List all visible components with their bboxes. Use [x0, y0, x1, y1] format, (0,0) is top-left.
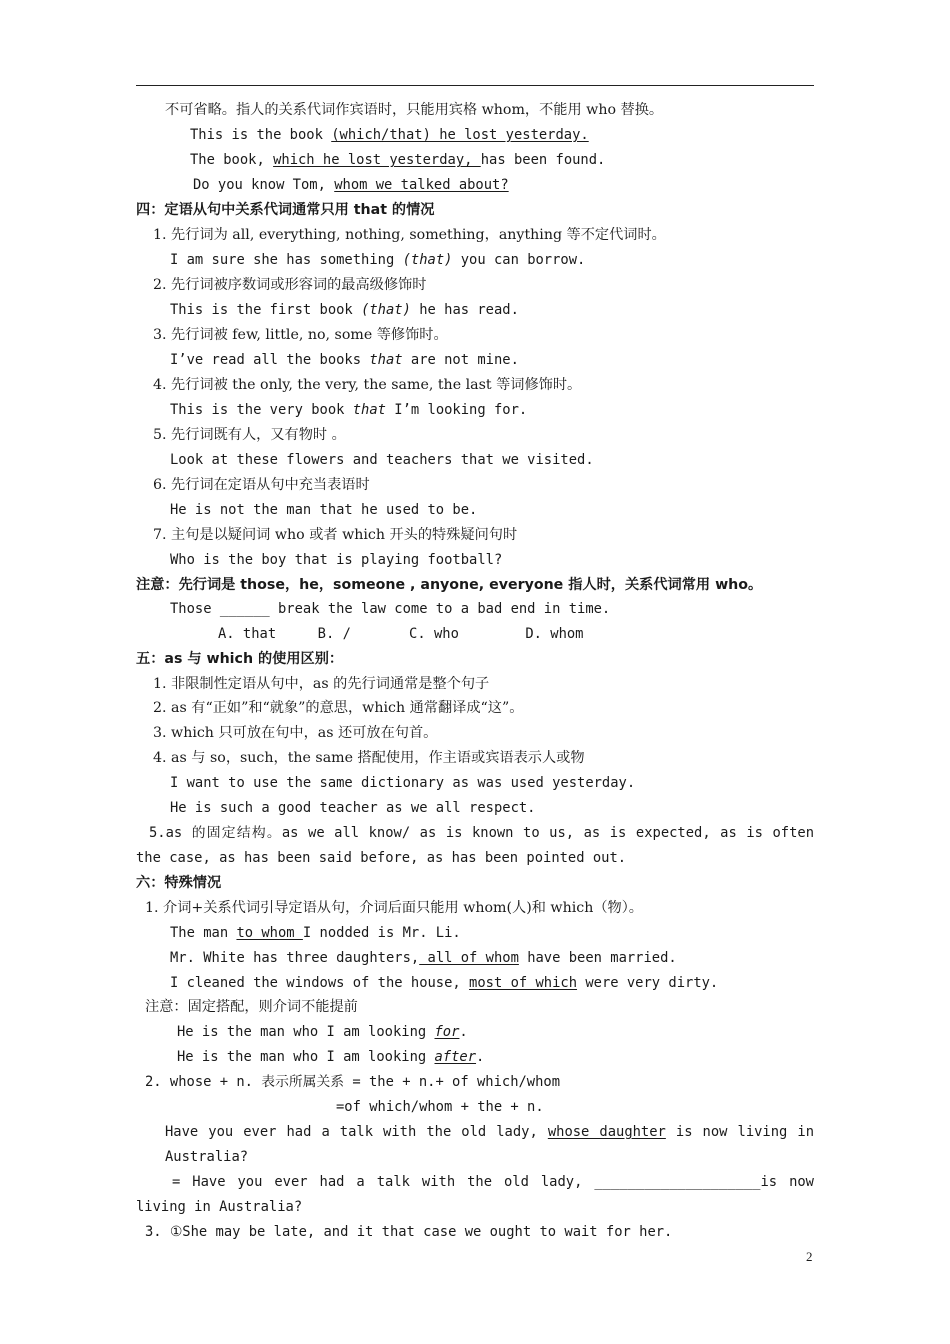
- text-line: [153, 476, 370, 494]
- text-line: [153, 749, 585, 767]
- text-line: [218, 625, 583, 643]
- text-segment: 3. 先行词被 few, little, no, some 等修饰时。: [153, 327, 448, 343]
- text-segment: Those ______ break the law come to a bad end in time.: [170, 601, 611, 617]
- text-segment: = Have you ever had a talk with the old lady, ____________________is now: [172, 1174, 814, 1190]
- text-segment: after: [434, 1049, 477, 1065]
- text-segment: have been married.: [518, 950, 677, 966]
- text-segment: Do you know Tom,: [193, 177, 335, 193]
- text-segment: I’ve read all the books: [170, 352, 370, 368]
- text-line: [153, 675, 489, 693]
- text-segment: 5. 先行词既有人，又有物时 。: [153, 427, 346, 443]
- text-segment: 注意：先行词是 those，he，someone , anyone, everyone 指人时，关系代词常用 who。: [136, 577, 763, 593]
- text-segment: that: [369, 352, 403, 368]
- text-segment: He is such a good teacher as we all respect.: [170, 800, 536, 816]
- text-line: [172, 1173, 814, 1191]
- text-line: [136, 650, 343, 668]
- text-segment: has been found.: [480, 152, 606, 168]
- text-segment: The book,: [190, 152, 274, 168]
- text-line: [136, 201, 435, 219]
- text-line: [170, 351, 519, 369]
- text-line: [170, 401, 527, 419]
- text-segment: =of which/whom + the + n.: [336, 1099, 544, 1115]
- text-line: [149, 824, 814, 842]
- text-segment: 六：特殊情况: [136, 875, 222, 891]
- text-segment: I want to use the same dictionary as was used yesterday.: [170, 775, 636, 791]
- text-line: [153, 276, 426, 294]
- text-segment: 4. 先行词被 the only, the very, the same, the last 等词修饰时。: [153, 377, 582, 393]
- text-segment: you can borrow.: [452, 252, 586, 268]
- text-line: [153, 699, 523, 717]
- text-segment: 6. 先行词在定语从句中充当表语时: [153, 477, 370, 493]
- text-segment: living in Australia?: [136, 1199, 303, 1215]
- text-segment: I am sure she has something: [170, 252, 403, 268]
- text-line: [136, 576, 762, 594]
- text-segment: I nodded is Mr. Li.: [302, 925, 461, 941]
- text-segment: 2. 先行词被序数词或形容词的最高级修饰时: [153, 277, 427, 293]
- text-segment: 四：定语从句中关系代词通常只用 that 的情况: [136, 202, 435, 218]
- text-line: [177, 1048, 484, 1066]
- text-segment: .: [459, 1024, 468, 1040]
- text-line: [153, 326, 448, 344]
- text-line: [170, 301, 519, 319]
- text-line: [190, 151, 605, 169]
- text-line: [136, 849, 626, 867]
- text-segment: 1. 先行词为 all, everything, nothing, something，anything 等不定代词时。: [153, 227, 666, 243]
- text-segment: were very dirty.: [577, 975, 719, 991]
- text-line: [170, 451, 594, 469]
- text-segment: 2. whose + n. 表示所属关系 = the + n.+ of which/whom: [145, 1074, 561, 1090]
- text-segment: 1. 介词+关系代词引导定语从句，介词后面只能用 whom(人)和 which（物）。: [145, 900, 643, 916]
- text-line: [145, 998, 358, 1016]
- text-segment: 2. as 有“正如”和“就象”的意思，which 通常翻译成“这”。: [153, 700, 524, 716]
- text-segment: (that): [361, 302, 411, 318]
- text-segment: the case, as has been said before, as has been pointed out.: [136, 850, 627, 866]
- page-number: 2: [806, 1249, 813, 1264]
- text-line: [170, 949, 677, 967]
- text-segment: He is the man who I am looking: [177, 1049, 435, 1065]
- text-line: [170, 774, 635, 792]
- text-segment: 1. 非限制性定语从句中，as 的先行词通常是整个句子: [153, 676, 490, 692]
- text-line: [170, 924, 461, 942]
- text-segment: He is the man who I am looking: [177, 1024, 435, 1040]
- text-segment: to whom: [236, 925, 303, 941]
- text-segment: whom we talked about?: [334, 177, 509, 193]
- text-segment: I’m looking for.: [385, 402, 528, 418]
- text-line: [165, 1123, 814, 1141]
- text-segment: which he lost yesterday,: [273, 152, 481, 168]
- text-segment: Who is the boy that is playing football?: [170, 552, 503, 568]
- text-segment: Look at these flowers and teachers that we visited.: [170, 452, 594, 468]
- text-segment: 7. 主句是以疑问词 who 或者 which 开头的特殊疑问句时: [153, 527, 518, 543]
- text-segment: .: [476, 1049, 485, 1065]
- text-line: [177, 1023, 468, 1041]
- text-line: [193, 176, 509, 194]
- text-line: [153, 226, 666, 244]
- text-line: [170, 799, 535, 817]
- text-segment: are not mine.: [402, 352, 519, 368]
- text-line: [190, 126, 589, 144]
- text-segment: 3. ①She may be late, and it that case we ought to wait for her.: [145, 1224, 673, 1240]
- text-line: [165, 1148, 248, 1166]
- text-segment: 五：as 与 which 的使用区别：: [136, 651, 344, 667]
- header-rule: [136, 85, 814, 86]
- text-line: [165, 101, 663, 119]
- text-segment: I cleaned the windows of the house,: [170, 975, 470, 991]
- text-segment: that: [352, 402, 386, 418]
- text-segment: most of which: [469, 975, 578, 991]
- text-line: [145, 1073, 560, 1091]
- text-line: [153, 724, 437, 742]
- text-line: [170, 251, 585, 269]
- text-line: [170, 974, 718, 992]
- text-segment: whose daughter: [547, 1124, 666, 1140]
- text-line: [153, 526, 517, 544]
- text-line: [153, 376, 581, 394]
- text-line: [336, 1098, 544, 1116]
- text-line: [153, 426, 346, 444]
- text-segment: A. that B. / C. who D. whom: [218, 626, 584, 642]
- text-segment: The man: [170, 925, 237, 941]
- text-line: [145, 1223, 672, 1241]
- text-line: [145, 899, 643, 917]
- text-segment: (that): [402, 252, 453, 268]
- text-segment: This is the first book: [170, 302, 362, 318]
- text-segment: all of whom: [419, 950, 519, 966]
- text-line: [136, 874, 221, 892]
- text-segment: This is the book: [190, 127, 332, 143]
- text-segment: This is the very book: [170, 402, 353, 418]
- text-segment: 不可省略。指人的关系代词作宾语时，只能用宾格 whom，不能用 who 替换。: [165, 102, 664, 118]
- text-segment: Have you ever had a talk with the old lady,: [165, 1124, 548, 1140]
- text-segment: Australia?: [165, 1149, 249, 1165]
- text-line: [170, 501, 477, 519]
- text-segment: 4. as 与 so，such，the same 搭配使用，作主语或宾语表示人或物: [153, 750, 585, 766]
- text-segment: (which/that) he lost yesterday.: [331, 127, 589, 143]
- text-line: [136, 1198, 302, 1216]
- text-segment: for: [434, 1024, 460, 1040]
- text-segment: he has read.: [410, 302, 519, 318]
- text-segment: He is not the man that he used to be.: [170, 502, 478, 518]
- text-line: [170, 551, 502, 569]
- text-segment: 注意：固定搭配，则介词不能提前: [145, 999, 358, 1015]
- text-segment: is now living in: [665, 1124, 815, 1140]
- text-line: [170, 600, 610, 618]
- text-segment: Mr. White has three daughters,: [170, 950, 420, 966]
- text-segment: 3. which 只可放在句中，as 还可放在句首。: [153, 725, 438, 741]
- text-segment: 5.as 的固定结构。as we all know/ as is known to us, as is expected, as is often: [149, 825, 814, 841]
